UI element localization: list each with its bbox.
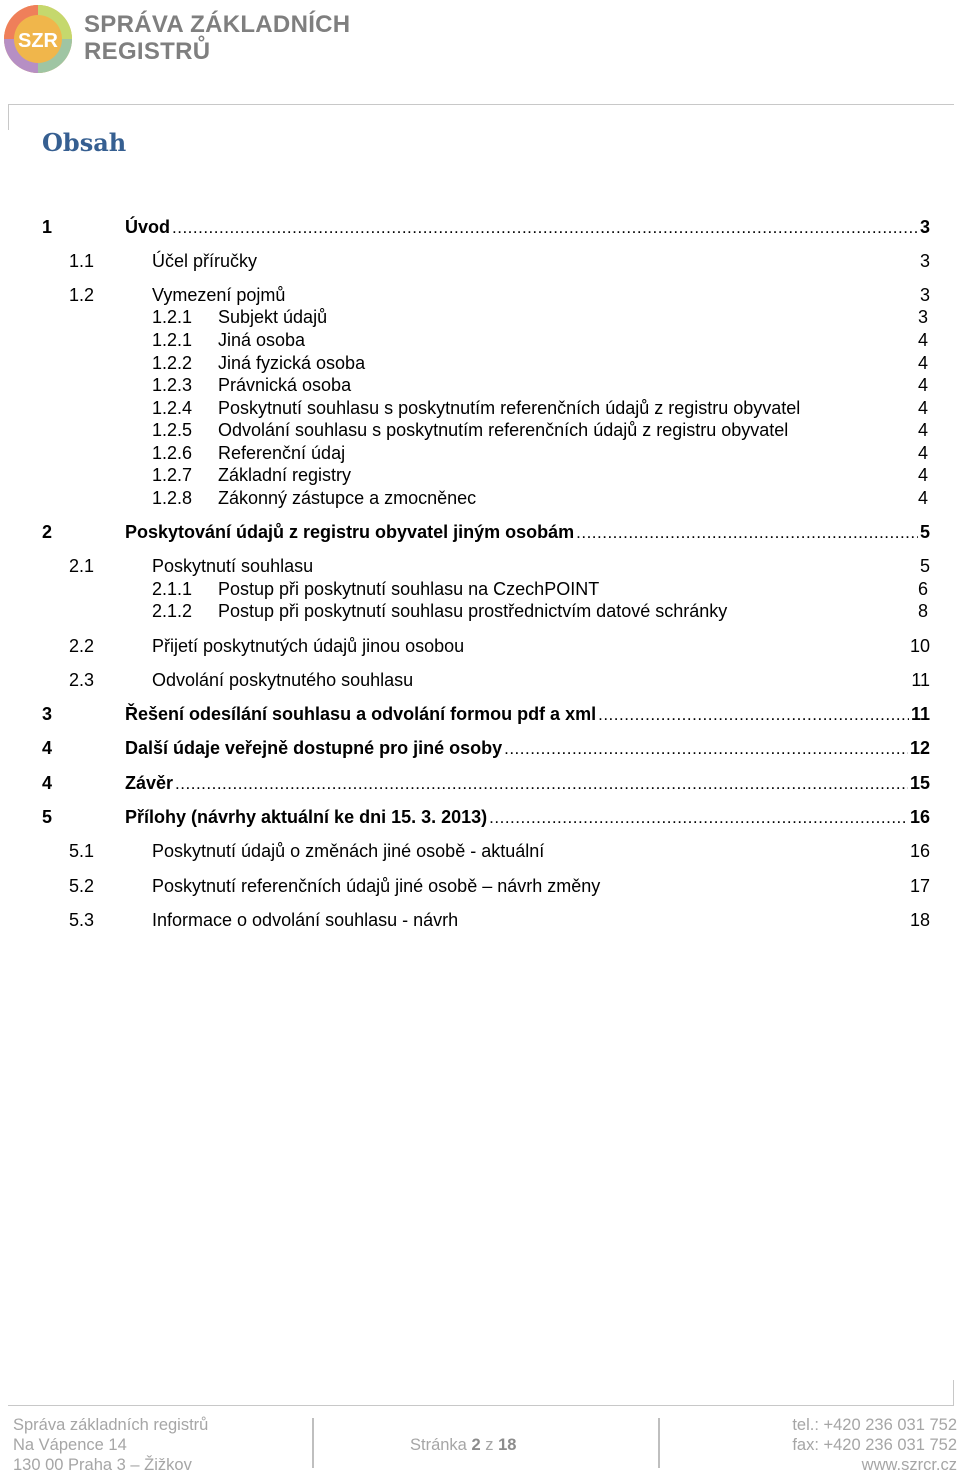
footer-address xyxy=(13,1415,208,1475)
toc-entry-page: 4 xyxy=(917,353,928,373)
toc-entry-page: 11 xyxy=(911,670,930,690)
toc-entry[interactable] xyxy=(42,703,930,726)
toc-entry-number: 1.1 xyxy=(69,251,95,271)
footer-divider xyxy=(658,1418,660,1468)
toc-entry-title: Postup při poskytnutí souhlasu prostřednictvím datové schránky xyxy=(218,601,728,621)
logo-text: SZR xyxy=(18,30,58,52)
toc-entry-page: 5 xyxy=(919,522,930,542)
toc-entry-title: Účel příručky xyxy=(152,251,258,271)
footer-page-number xyxy=(410,1435,516,1455)
org-name-line2: REGISTRŮ xyxy=(84,38,211,65)
toc-dot-leader xyxy=(172,216,918,239)
toc-entry-number: 1.2.4 xyxy=(152,398,193,418)
toc-entry-number: 2.1 xyxy=(69,556,95,576)
toc-entry-title: Zákonný zástupce a zmocněnec xyxy=(218,488,477,508)
toc-dot-leader xyxy=(489,806,908,829)
footer-divider xyxy=(312,1418,314,1468)
toc-entry-number: 1 xyxy=(42,217,53,237)
toc-entry-title: Vymezení pojmů xyxy=(152,285,286,305)
toc-entry-title: Informace o odvolání souhlasu - návrh xyxy=(152,910,459,930)
page-title: Obsah xyxy=(42,128,127,157)
toc-entry-number: 1.2.3 xyxy=(152,375,193,395)
toc-entry-number: 5.3 xyxy=(69,910,95,930)
header-corner xyxy=(8,104,9,130)
toc-entry-number: 1.2.8 xyxy=(152,488,193,508)
toc-entry-title: Další údaje veřejně dostupné pro jiné osoby xyxy=(125,738,503,758)
toc-entry-page: 17 xyxy=(909,876,930,896)
toc-entry[interactable] xyxy=(42,216,930,239)
toc-entry-title: Přijetí poskytnutých údajů jinou osobou xyxy=(152,636,465,656)
toc-entry-title: Úvod xyxy=(125,217,170,237)
toc-entry-title: Přílohy (návrhy aktuální ke dni 15. 3. 2013) xyxy=(125,807,488,827)
toc-dot-leader xyxy=(175,772,908,795)
toc-entry-page: 8 xyxy=(917,601,928,621)
footer-fax: fax: +420 236 031 752 xyxy=(792,1436,957,1454)
toc-entry-title: Závěr xyxy=(125,773,174,793)
header-rule xyxy=(8,104,954,105)
toc-entry-title: Poskytování údajů z registru obyvatel jiným osobám xyxy=(125,522,575,542)
footer-street: Na Vápence 14 xyxy=(13,1436,127,1454)
toc-entry-title: Základní registry xyxy=(218,465,352,485)
toc-entry-number: 1.2.6 xyxy=(152,443,193,463)
footer-tel: tel.: +420 236 031 752 xyxy=(792,1416,957,1434)
footer-city: 130 00 Praha 3 – Žižkov xyxy=(13,1456,192,1474)
toc-entry-number: 2 xyxy=(42,522,53,542)
toc-entry[interactable] xyxy=(42,521,930,544)
toc-entry-title: Právnická osoba xyxy=(218,375,352,395)
toc-entry-number: 1.2.7 xyxy=(152,465,193,485)
footer-contact xyxy=(792,1415,957,1475)
org-name-line1: SPRÁVA ZÁKLADNÍCH xyxy=(84,11,351,38)
toc-entry-page: 4 xyxy=(917,465,928,485)
toc-dot-leader xyxy=(598,703,909,726)
toc-dot-leader xyxy=(576,521,918,544)
footer-rule xyxy=(8,1405,954,1406)
toc-entry-title: Poskytnutí souhlasu s poskytnutím referenčních údajů z registru obyvatel xyxy=(218,398,801,418)
footer-web: www.szrcr.cz xyxy=(861,1456,957,1474)
toc-entry-page: 12 xyxy=(909,738,930,758)
toc-entry-number: 3 xyxy=(42,704,53,724)
footer-corner xyxy=(953,1380,954,1406)
toc-entry-number: 2.2 xyxy=(69,636,95,656)
toc-entry-number: 1.2.5 xyxy=(152,420,193,440)
toc-entry-title: Odvolání souhlasu s poskytnutím referenčních údajů z registru obyvatel xyxy=(218,420,789,440)
toc-entry-number: 1.2.2 xyxy=(152,353,193,373)
toc-entry-page: 6 xyxy=(917,579,928,599)
toc-entry-title: Jiná osoba xyxy=(218,330,306,350)
page-total: 18 xyxy=(498,1436,517,1454)
toc-entry-title: Poskytnutí údajů o změnách jiné osobě - aktuální xyxy=(152,841,545,861)
toc-entry-number: 5.1 xyxy=(69,841,95,861)
toc-entry-page: 4 xyxy=(917,398,928,418)
toc-entry-page: 10 xyxy=(909,636,930,656)
toc-entry-number: 2.1.1 xyxy=(152,579,193,599)
toc-entry[interactable] xyxy=(42,737,930,760)
toc-entry-page: 4 xyxy=(917,420,928,440)
toc-entry-number: 4 xyxy=(42,738,53,758)
toc-entry-number: 5.2 xyxy=(69,876,95,896)
toc-entry-page: 15 xyxy=(909,773,930,793)
toc-entry-title: Referenční údaj xyxy=(218,443,346,463)
toc-entry-title: Řešení odesílání souhlasu a odvolání formou pdf a xml xyxy=(125,704,597,724)
toc-entry-page: 3 xyxy=(919,285,930,305)
org-name xyxy=(84,11,350,65)
footer-org: Správa základních registrů xyxy=(13,1416,209,1434)
szr-logo xyxy=(3,4,73,74)
toc-entry-number: 5 xyxy=(42,807,53,827)
toc-entry-number: 1.2.1 xyxy=(152,307,193,327)
toc-entry-page: 3 xyxy=(917,307,928,327)
toc-entry-title: Poskytnutí referenčních údajů jiné osobě – návrh změny xyxy=(152,876,601,896)
toc-entry-page: 4 xyxy=(917,488,928,508)
page-word: Stránka xyxy=(410,1436,467,1454)
toc-entry-page: 4 xyxy=(917,330,928,350)
toc-entry-page: 18 xyxy=(909,910,930,930)
toc-entry-title: Odvolání poskytnutého souhlasu xyxy=(152,670,414,690)
toc-entry-number: 2.1.2 xyxy=(152,601,193,621)
page-of: z xyxy=(485,1436,494,1454)
toc-entry-title: Subjekt údajů xyxy=(218,307,328,327)
toc-entry-page: 16 xyxy=(909,807,930,827)
toc-entry-page: 3 xyxy=(919,251,930,271)
toc-dot-leader xyxy=(504,737,908,760)
toc-entry-number: 1.2.1 xyxy=(152,330,193,350)
toc-entry-number: 2.3 xyxy=(69,670,95,690)
page-current: 2 xyxy=(471,1436,481,1454)
toc-entry[interactable] xyxy=(42,806,930,829)
toc-entry-number: 1.2 xyxy=(69,285,95,305)
toc-entry-page: 5 xyxy=(919,556,930,576)
toc-entry-page: 11 xyxy=(910,704,930,724)
toc-entry[interactable] xyxy=(42,772,930,795)
toc-entry-page: 4 xyxy=(917,443,928,463)
toc-entry-page: 16 xyxy=(909,841,930,861)
toc-entry-title: Postup při poskytnutí souhlasu na CzechPOINT xyxy=(218,579,600,599)
toc-entry-page: 3 xyxy=(919,217,930,237)
toc-entry-number: 4 xyxy=(42,773,53,793)
toc-entry-page: 4 xyxy=(917,375,928,395)
toc-entry-title: Jiná fyzická osoba xyxy=(218,353,366,373)
toc-entry-title: Poskytnutí souhlasu xyxy=(152,556,314,576)
